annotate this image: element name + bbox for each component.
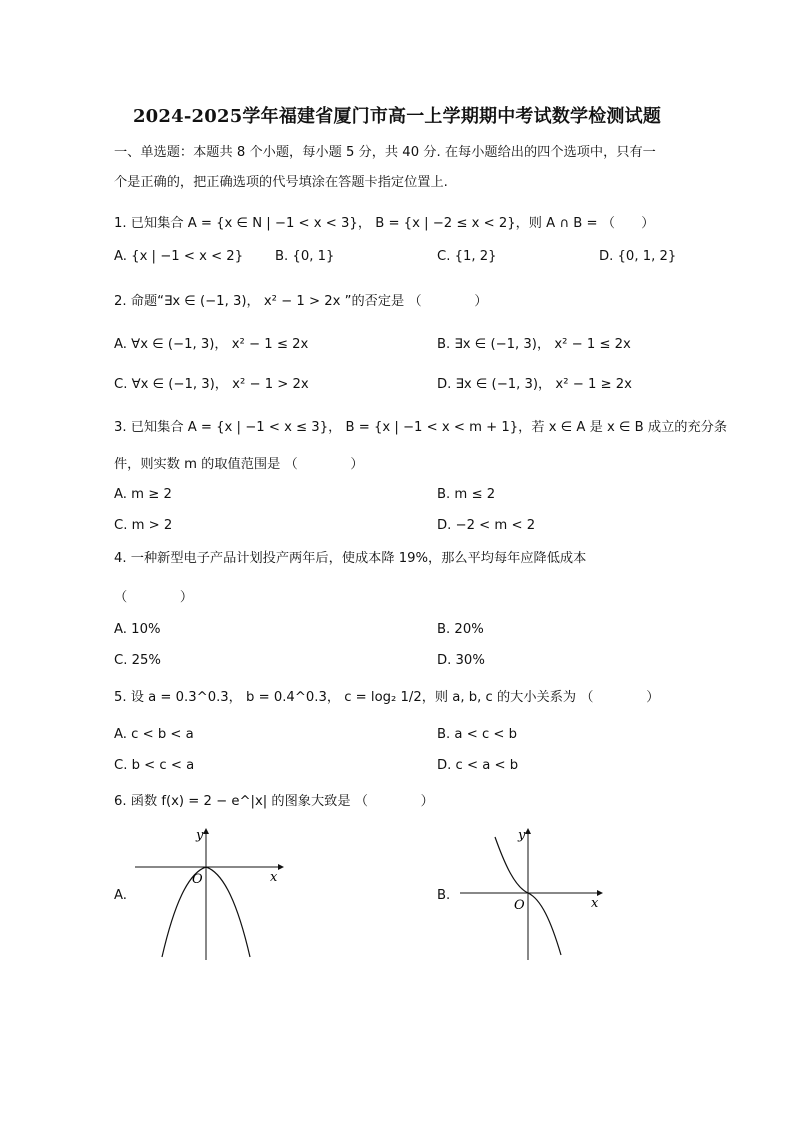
graph-a-x-label: x [270,870,278,885]
question-1-option-c: C. {1, 2} [437,249,497,264]
question-6-stem: 6. 函数 f(x) = 2 − e^|x| 的图象大致是 （ ） [114,794,434,809]
graph-option-a [130,825,290,965]
question-5-option-d: D. c < a < b [437,758,519,773]
question-2-option-b: B. ∃x ∈ (−1, 3)， x² − 1 ≤ 2x [437,337,631,352]
question-3-stem-line1: 3. 已知集合 A = {x | −1 < x ≤ 3}， B = {x | −1 < x < m + 1}，若 x ∈ A 是 x ∈ B 成立的充分条 [114,420,728,435]
question-4-option-c: C. 25% [114,653,161,668]
question-3-option-a: A. m ≥ 2 [114,487,172,502]
question-5-option-a: A. c < b < a [114,727,194,742]
question-1-option-a: A. {x | −1 < x < 2} [114,249,244,264]
question-2-option-a: A. ∀x ∈ (−1, 3)， x² − 1 ≤ 2x [114,337,309,352]
graph-a-y-arrow [203,828,209,834]
question-2-option-c: C. ∀x ∈ (−1, 3)， x² − 1 > 2x [114,377,309,392]
question-4-option-d: D. 30% [437,653,485,668]
question-1-option-d: D. {0, 1, 2} [599,249,677,264]
section-instruction-line2: 个是正确的，把正确选项的代号填涂在答题卡指定位置上. [114,175,448,190]
section-instruction-line1: 一、单选题：本题共 8 个小题，每小题 5 分，共 40 分. 在每小题给出的四个选项中，只有一 [114,145,656,160]
graph-a-origin-label: O [192,872,203,887]
question-6-option-a-label: A. [114,888,127,903]
question-3-option-d: D. −2 < m < 2 [437,518,536,533]
question-2-option-d: D. ∃x ∈ (−1, 3)， x² − 1 ≥ 2x [437,377,632,392]
graph-a-x-arrow [278,864,284,870]
question-3-option-c: C. m > 2 [114,518,173,533]
graph-option-b [455,825,615,965]
question-5-option-c: C. b < c < a [114,758,195,773]
question-2-stem: 2. 命题“∃x ∈ (−1, 3)， x² − 1 > 2x ”的否定是 （ ） [114,294,488,309]
question-6-option-b-label: B. [437,888,451,903]
question-4-stem-line2: （ ） [114,590,194,605]
question-1-stem: 1. 已知集合 A = {x ∈ N | −1 < x < 3}， B = {x | −2 ≤ x < 2}，则 A ∩ B = （ ） [114,216,655,231]
graph-b-origin-label: O [514,898,525,913]
page-title: 2024-2025学年福建省厦门市高一上学期期中考试数学检测试题 [132,106,662,127]
graph-a-y-label: y [196,828,204,843]
graph-b-y-arrow [525,828,531,834]
question-5-stem: 5. 设 a = 0.3^0.3， b = 0.4^0.3， c = log₂ 1/2，则 a, b, c 的大小关系为 （ ） [114,690,660,705]
question-4-stem-line1: 4. 一种新型电子产品计划投产两年后，使成本降 19%，那么平均每年应降低成本 [114,551,587,566]
question-4-option-a: A. 10% [114,622,161,637]
question-3-option-b: B. m ≤ 2 [437,487,496,502]
question-1-option-b: B. {0, 1} [275,249,335,264]
question-4-option-b: B. 20% [437,622,484,637]
graph-b-x-label: x [591,896,599,911]
graph-b-y-label: y [518,828,526,843]
question-5-option-b: B. a < c < b [437,727,518,742]
question-3-stem-line2: 件，则实数 m 的取值范围是 （ ） [114,457,364,472]
